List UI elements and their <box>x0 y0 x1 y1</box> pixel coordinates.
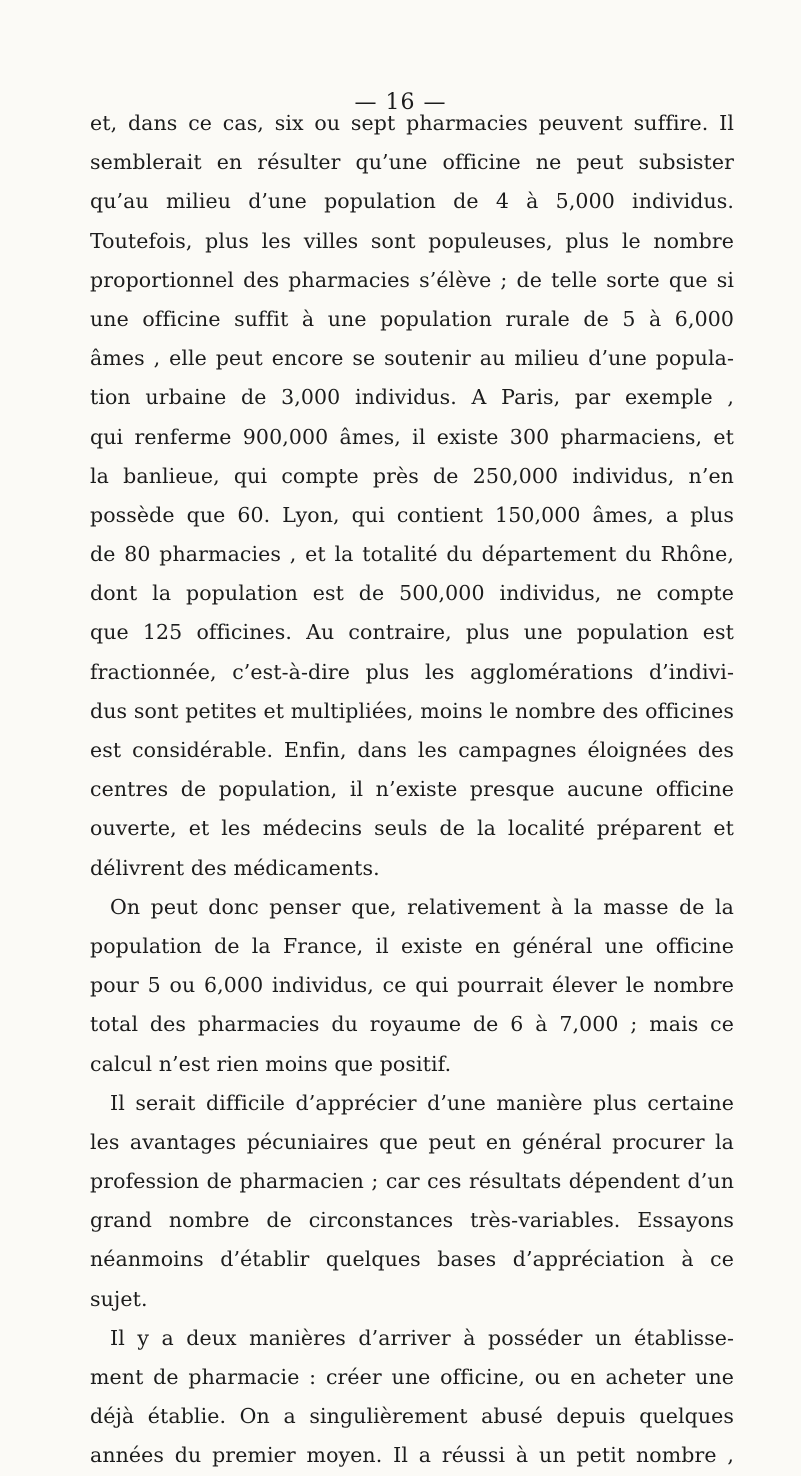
text-line: qui renferme 900,000 âmes, il existe 300 pharmaciens, et <box>90 424 734 449</box>
text-line: tion urbaine de 3,000 individus. A Paris, par exemple , <box>90 385 734 410</box>
text-line: grand nombre de circonstances très-variables. Essayons <box>90 1208 734 1233</box>
text-line: profession de pharmacien ; car ces résultats dépendent d’un <box>90 1169 734 1194</box>
text-line: population de la France, il existe en général une officine <box>90 933 734 958</box>
text-line: possède que 60. Lyon, qui contient 150,000 âmes, a plus <box>90 502 734 527</box>
text-line: les avantages pécuniaires que peut en général procurer la <box>90 1129 734 1154</box>
text-line: fractionnée, c’est-à-dire plus les agglomérations d’indivi- <box>90 659 734 684</box>
text-line: dont la population est de 500,000 individus, ne compte <box>90 581 734 606</box>
text-line: années du premier moyen. Il a réussi à un petit nombre , <box>90 1443 734 1468</box>
text-line: est considérable. Enfin, dans les campagnes éloignées des <box>90 738 734 762</box>
text-line: centres de population, il n’existe presque aucune officine <box>90 777 734 802</box>
text-line: Il y a deux manières d’arriver à posséder un établisse- <box>110 1325 734 1350</box>
text-line: âmes , elle peut encore se soutenir au milieu d’une popula- <box>90 346 734 371</box>
text-line: Il serait difficile d’apprécier d’une manière plus certaine <box>110 1090 734 1115</box>
text-line: sujet. <box>90 1286 148 1311</box>
page-number: — 16 — <box>354 90 447 115</box>
text-line: délivrent des médicaments. <box>90 855 380 880</box>
text-line: total des pharmacies du royaume de 6 à 7,000 ; mais ce <box>90 1012 734 1037</box>
text-line: ment de pharmacie : créer une officine, ou en acheter une <box>90 1365 734 1389</box>
text-line: calcul n’est rien moins que positif. <box>90 1051 452 1076</box>
text-line: déjà établie. On a singulièrement abusé depuis quelques <box>90 1404 734 1429</box>
text-line: semblerait en résulter qu’une officine ne peut subsister <box>90 150 734 175</box>
body-text <box>90 104 734 1476</box>
text-line: pour 5 ou 6,000 individus, ce qui pourrait élever le nombre <box>90 973 734 998</box>
text-line: Toutefois, plus les villes sont populeuses, plus le nombre <box>90 228 734 253</box>
text-line: la banlieue, qui compte près de 250,000 individus, n’en <box>90 463 734 488</box>
text-line: de 80 pharmacies , et la totalité du département du Rhône, <box>90 542 734 567</box>
text-line: et, dans ce cas, six ou sept pharmacies peuvent suffire. Il <box>90 111 734 135</box>
text-line: une officine suffit à une population rurale de 5 à 6,000 <box>90 306 734 331</box>
text-line: dus sont petites et multipliées, moins le nombre des officines <box>90 698 734 723</box>
text-line: néanmoins d’établir quelques bases d’appréciation à ce <box>90 1247 734 1272</box>
text-line: proportionnel des pharmacies s’élève ; de telle sorte que si <box>90 267 734 292</box>
text-line: qu’au milieu d’une population de 4 à 5,000 individus. <box>90 189 734 214</box>
text-line: que 125 officines. Au contraire, plus une population est <box>90 620 734 645</box>
text-line: ouverte, et les médecins seuls de la localité préparent et <box>90 816 734 841</box>
text-line: On peut donc penser que, relativement à la masse de la <box>110 894 734 919</box>
